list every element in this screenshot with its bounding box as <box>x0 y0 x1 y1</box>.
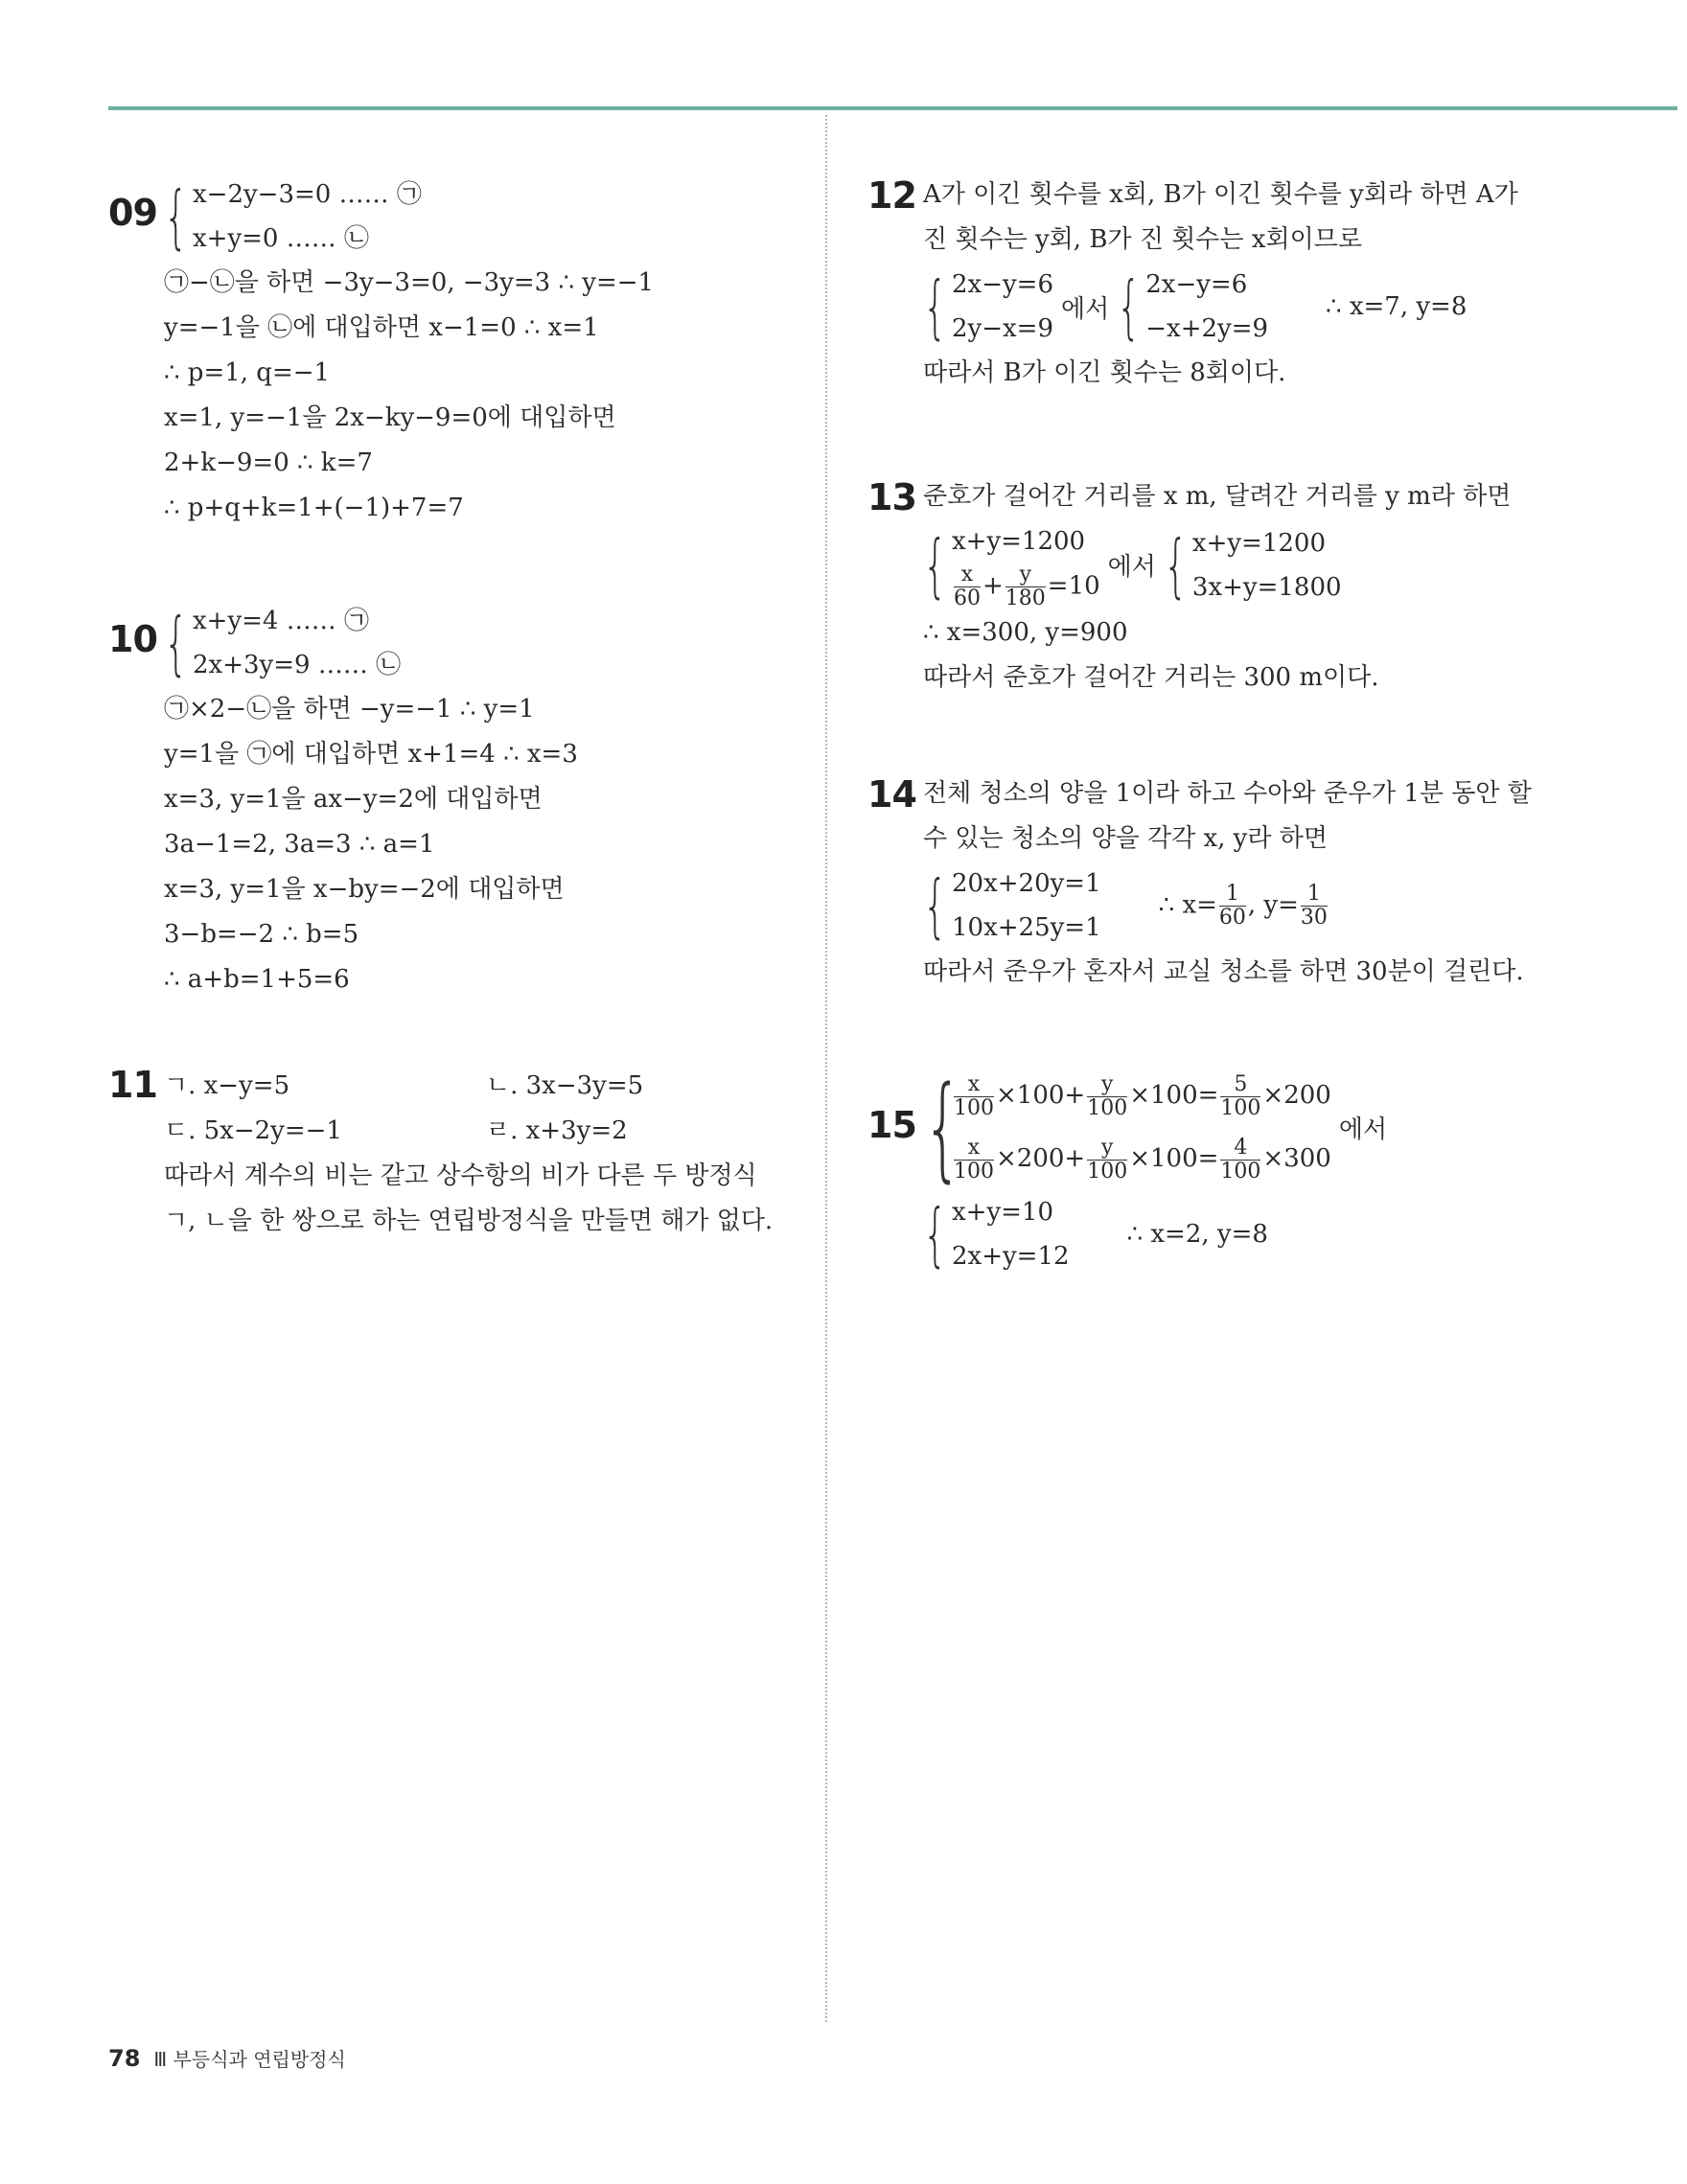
equation-system <box>923 519 1558 610</box>
equation: x−2y−3=0 …… ㉠ <box>193 180 422 209</box>
problem-14 <box>867 771 1558 1064</box>
solution-line: 준호가 걸어간 거리를 x m, 달려간 거리를 y m라 하면 <box>923 482 1512 511</box>
option: ㄹ. x+3y=2 <box>486 1116 628 1145</box>
brace: { <box>923 1194 948 1275</box>
equation: 2x−y=6 <box>1145 270 1248 299</box>
equation: x+y=1200 <box>952 527 1086 556</box>
equation: 2y−x=9 <box>952 314 1054 343</box>
header-rule <box>108 106 1677 110</box>
conclusion: 따라서 B가 이긴 횟수는 8회이다. <box>923 358 1286 387</box>
brace: { <box>1163 524 1189 606</box>
solution-line: x=3, y=1을 ax−y=2에 대입하면 <box>164 785 543 814</box>
equation: 2x+3y=9 …… ㉡ <box>193 651 402 679</box>
equation: x+y=1200 <box>1191 528 1326 558</box>
solution-line: 2+k−9=0 ∴ k=7 <box>164 448 373 477</box>
equation-system <box>164 172 808 261</box>
equation: $\frac{x}{100}$ ×100+ $\frac{y}{100}$ ×100= $\frac{5}{100}$ ×200 <box>954 1071 1331 1120</box>
brace: { <box>923 524 948 606</box>
problem-10 <box>108 599 808 1064</box>
problem-number: 10 <box>108 618 157 660</box>
fraction: $\frac{y}{180}$ <box>1005 563 1046 610</box>
problem-number: 15 <box>867 1104 916 1146</box>
fraction: $\frac{4}{100}$ <box>1220 1135 1261 1184</box>
problem-number: 11 <box>108 1064 157 1106</box>
left-column <box>108 172 808 1244</box>
brace: { <box>923 1061 963 1193</box>
brace: { <box>923 266 948 347</box>
conclusion: 따라서 준호가 걸어간 거리는 300 m이다. <box>923 663 1379 692</box>
solution-line: ㄱ, ㄴ을 한 쌍으로 하는 연립방정식을 만들면 해가 없다. <box>164 1207 774 1235</box>
equation: 3x+y=1800 <box>1191 572 1342 602</box>
brace: { <box>164 603 189 683</box>
chapter-title: Ⅲ 부등식과 연립방정식 <box>153 2048 346 2071</box>
solution-line: x=1, y=−1을 2x−ky−9=0에 대입하면 <box>164 403 616 432</box>
connector-text: 에서 <box>1107 553 1156 582</box>
equation: 2x−y=6 <box>952 270 1054 299</box>
option: ㄴ. 3x−3y=5 <box>486 1071 644 1100</box>
brace: { <box>1117 266 1142 347</box>
solution-line: 전체 청소의 양을 1이라 하고 수아와 준우가 1분 동안 할 <box>923 779 1532 808</box>
solution-line: y=1을 ㉠에 대입하면 x+1=4 ∴ x=3 <box>164 740 578 769</box>
option-row <box>164 1064 808 1109</box>
problem-13 <box>867 474 1558 771</box>
result: ∴ x=300, y=900 <box>923 618 1128 647</box>
fraction: $\frac{x}{60}$ <box>954 563 981 610</box>
problem-number: 09 <box>108 192 157 234</box>
page-footer <box>108 2044 346 2072</box>
option: ㄷ. 5x−2y=−1 <box>164 1116 342 1145</box>
equation: −x+2y=9 <box>1145 314 1269 343</box>
equation: 20x+20y=1 <box>952 869 1101 898</box>
connector-text: 에서 <box>1338 1115 1388 1144</box>
equation-system <box>164 599 808 687</box>
problem-11 <box>108 1064 808 1244</box>
solution-line: ∴ p=1, q=−1 <box>164 358 331 387</box>
solution-line: 3a−1=2, 3a=3 ∴ a=1 <box>164 830 435 859</box>
solution-line: ∴ p+q+k=1+(−1)+7=7 <box>164 494 464 522</box>
solution-line: 따라서 계수의 비는 같고 상수항의 비가 다른 두 방정식 <box>164 1161 757 1190</box>
equation: 2x+y=12 <box>952 1242 1070 1271</box>
solution-line: 진 횟수는 y회, B가 진 횟수는 x회이므로 <box>923 225 1362 254</box>
solution-line: A가 이긴 횟수를 x회, B가 이긴 횟수를 y회라 하면 A가 <box>923 180 1518 209</box>
problem-09 <box>108 172 808 599</box>
result: ∴ x=7, y=8 <box>1326 291 1467 321</box>
solution-line: ㉠×2−㉡을 하면 −y=−1 ∴ y=1 <box>164 695 535 724</box>
fraction: $\frac{y}{100}$ <box>1087 1071 1128 1120</box>
equation-system <box>923 263 1558 351</box>
problem-12 <box>867 172 1558 474</box>
page-number: 78 <box>108 2044 141 2072</box>
equation-system <box>923 862 1558 950</box>
option-row <box>164 1109 808 1154</box>
equation-system <box>923 1061 1558 1193</box>
equation: 10x+25y=1 <box>952 913 1101 942</box>
result: ∴ x= $\frac{1}{60}$ , y= $\frac{1}{30}$ <box>1158 881 1328 930</box>
equation: $\frac{x}{100}$ ×200+ $\frac{y}{100}$ ×100= $\frac{4}{100}$ ×300 <box>954 1135 1331 1184</box>
fraction: $\frac{x}{100}$ <box>954 1071 994 1120</box>
equation: x+y=0 …… ㉡ <box>193 224 369 253</box>
solution-line: ㉠−㉡을 하면 −3y−3=0, −3y=3 ∴ y=−1 <box>164 268 655 297</box>
fraction: $\frac{5}{100}$ <box>1220 1071 1261 1120</box>
problem-number: 14 <box>867 773 916 816</box>
problem-number: 12 <box>867 174 916 217</box>
problem-15 <box>867 1061 1558 1278</box>
solution-line: ∴ a+b=1+5=6 <box>164 965 350 994</box>
solution-line: 수 있는 청소의 양을 각각 x, y라 하면 <box>923 824 1328 853</box>
option: ㄱ. x−y=5 <box>164 1071 290 1100</box>
equation: x+y=4 …… ㉠ <box>193 607 369 635</box>
column-divider <box>825 115 827 2022</box>
equation: x+y=10 <box>952 1198 1054 1227</box>
solution-line: y=−1을 ㉡에 대입하면 x−1=0 ∴ x=1 <box>164 313 599 342</box>
conclusion: 따라서 준우가 혼자서 교실 청소를 하면 30분이 걸린다. <box>923 957 1524 986</box>
fraction: $\frac{x}{100}$ <box>954 1135 994 1184</box>
right-column <box>867 172 1558 1278</box>
equation-system <box>923 1190 1558 1278</box>
solution-line: x=3, y=1을 x−by=−2에 대입하면 <box>164 875 565 904</box>
fraction: $\frac{1}{60}$ <box>1218 881 1246 930</box>
brace: { <box>923 865 948 946</box>
fraction: $\frac{1}{30}$ <box>1300 881 1328 930</box>
fraction: $\frac{y}{100}$ <box>1087 1135 1128 1184</box>
brace: { <box>164 176 189 257</box>
connector-text: 에서 <box>1061 294 1110 324</box>
problem-number: 13 <box>867 476 916 518</box>
result: ∴ x=2, y=8 <box>1126 1219 1268 1249</box>
solution-line: 3−b=−2 ∴ b=5 <box>164 920 359 949</box>
equation: $\frac{x}{60}$ + $\frac{y}{180}$ =10 <box>954 563 1100 610</box>
